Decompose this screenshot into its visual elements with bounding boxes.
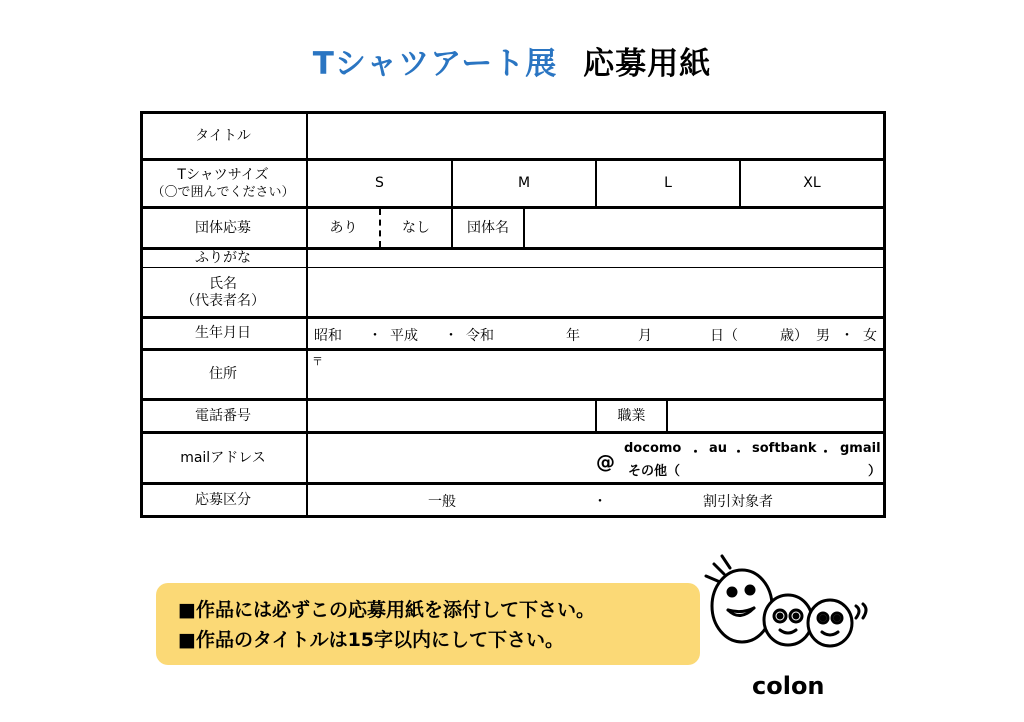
group-option-no[interactable]: なし bbox=[402, 219, 430, 236]
mascot-pupil bbox=[835, 616, 839, 620]
group-name-label: 団体名 bbox=[467, 219, 509, 236]
carrier-au[interactable]: au bbox=[709, 441, 728, 456]
address-input[interactable] bbox=[308, 351, 883, 398]
separator-dot: ・ bbox=[689, 445, 703, 460]
group-application-label: 団体応募 bbox=[195, 219, 251, 236]
category-general[interactable]: 一般 bbox=[428, 494, 456, 510]
motion-mark bbox=[863, 604, 866, 618]
separator-dot: ・ bbox=[444, 328, 458, 344]
mail-input[interactable] bbox=[308, 434, 883, 482]
category-discount[interactable]: 割引対象者 bbox=[703, 494, 773, 510]
mascot-eye bbox=[746, 586, 754, 594]
birthdate-label: 生年月日 bbox=[195, 325, 251, 341]
title-label: タイトル bbox=[195, 127, 251, 144]
mascot-small-face bbox=[808, 600, 852, 646]
era-reiwa[interactable]: 令和 bbox=[466, 328, 494, 344]
separator-dot: ・ bbox=[593, 494, 607, 510]
name-label: 氏名 （代表者名） bbox=[181, 275, 265, 309]
colon-logo: colon bbox=[752, 672, 825, 700]
size-option-s[interactable]: S bbox=[375, 175, 384, 191]
phone-input[interactable] bbox=[308, 401, 595, 431]
motion-mark bbox=[722, 556, 730, 568]
phone-label: 電話番号 bbox=[195, 407, 251, 424]
furigana-label: ふりがな bbox=[195, 250, 251, 266]
month-unit: 月 bbox=[638, 328, 652, 344]
mascot-eye bbox=[728, 588, 736, 596]
title-event-name: Tシャツアート展 bbox=[312, 46, 558, 82]
furigana-input[interactable] bbox=[308, 250, 883, 267]
carrier-gmail[interactable]: gmail bbox=[840, 441, 881, 456]
job-input[interactable] bbox=[668, 401, 883, 431]
notice-box bbox=[156, 583, 700, 665]
group-option-yes[interactable]: あり bbox=[329, 219, 358, 236]
at-mark: @ bbox=[596, 451, 615, 473]
furigana-dashed-divider bbox=[140, 267, 886, 268]
name-input[interactable] bbox=[308, 269, 883, 316]
era-heisei[interactable]: 平成 bbox=[390, 328, 418, 344]
postal-mark: 〒 bbox=[312, 355, 323, 368]
title-form-name: 応募用紙 bbox=[583, 46, 712, 82]
gender-male[interactable]: 男 bbox=[816, 328, 830, 344]
motion-mark bbox=[706, 576, 720, 582]
category-input[interactable] bbox=[308, 485, 883, 515]
notice-line-1: ■作品には必ずこの応募用紙を添付して下さい。 bbox=[178, 599, 595, 621]
mascot-pupil bbox=[794, 614, 798, 618]
carrier-softbank[interactable]: softbank bbox=[752, 441, 817, 456]
close-paren: ） bbox=[868, 464, 882, 479]
tshirt-size-label: Tシャツサイズ （〇で囲んでください） bbox=[151, 166, 295, 200]
page-title bbox=[0, 38, 1024, 83]
mascot-large-face bbox=[712, 570, 772, 642]
birthdate-input[interactable] bbox=[308, 319, 883, 348]
size-option-xl[interactable]: XL bbox=[803, 175, 821, 191]
motion-mark bbox=[714, 564, 724, 574]
separator-dot: ・ bbox=[732, 445, 746, 460]
day-unit: 日（ bbox=[710, 328, 738, 344]
year-unit: 年 bbox=[566, 328, 580, 344]
separator-dot: ・ bbox=[819, 445, 833, 460]
application-form bbox=[140, 111, 886, 518]
mascot-pupil bbox=[821, 616, 825, 620]
colon-mascot-illustration bbox=[700, 548, 890, 708]
category-label: 応募区分 bbox=[195, 491, 251, 508]
job-label: 職業 bbox=[617, 407, 646, 424]
title-input[interactable] bbox=[308, 114, 883, 158]
group-name-input[interactable] bbox=[525, 209, 883, 247]
separator-dot: ・ bbox=[368, 328, 382, 344]
separator-dot: ・ bbox=[840, 328, 854, 344]
carrier-docomo[interactable]: docomo bbox=[624, 441, 682, 456]
address-label: 住所 bbox=[209, 366, 237, 382]
age-unit: 歳） bbox=[780, 328, 808, 344]
notice-line-2: ■作品のタイトルは15字以内にして下さい。 bbox=[178, 629, 565, 651]
mascot-middle-face bbox=[764, 595, 812, 645]
era-showa[interactable]: 昭和 bbox=[314, 328, 342, 344]
size-option-l[interactable]: L bbox=[664, 175, 672, 191]
size-option-m[interactable]: M bbox=[517, 175, 531, 191]
motion-mark bbox=[856, 606, 859, 618]
mail-label: mailアドレス bbox=[180, 449, 266, 466]
gender-female[interactable]: 女 bbox=[863, 328, 877, 344]
mascot-pupil bbox=[778, 614, 782, 618]
carrier-other[interactable]: その他（ bbox=[628, 464, 681, 479]
